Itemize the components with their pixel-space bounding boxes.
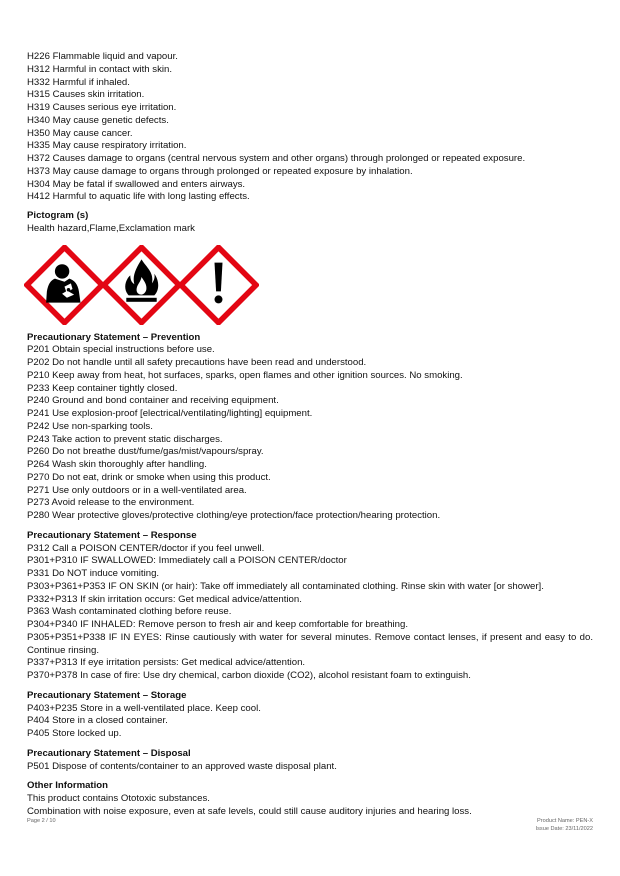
precautionary-statement: P270 Do not eat, drink or smoke when using this product. (27, 471, 271, 483)
precautionary-statement: P337+P313 If eye irritation persists: Get medical advice/attention. (27, 657, 306, 669)
other-information-heading: Other Information (27, 780, 109, 792)
precautionary-statement: P241 Use explosion-proof [electrical/ventilating/lighting] equipment. (27, 408, 313, 419)
precautionary-statement: P264 Wash skin thoroughly after handling. (27, 459, 207, 470)
exclamation-mark-icon (178, 245, 259, 325)
other-information-list (27, 793, 593, 819)
product-name: Product Name: PEN-X (537, 818, 593, 824)
other-information-text: Combination with noise exposure, even at safe levels, could still cause auditory injuries and hearing loss. (27, 805, 472, 817)
disposal-heading: Precautionary Statement – Disposal (27, 747, 191, 759)
precautionary-statement: P405 Store locked up. (27, 728, 122, 739)
precautionary-statement: P201 Obtain special instructions before use. (27, 344, 215, 356)
hazard-statement: H312 Harmful in contact with skin. (27, 63, 173, 75)
precautionary-statement: P210 Keep away from heat, hot surfaces, sparks, open flames and other ignition sources. No smoking. (27, 369, 463, 381)
precautionary-statement: P271 Use only outdoors or in a well-ventilated area. (27, 484, 247, 496)
issue-date: Issue Date: 23/11/2022 (535, 825, 593, 832)
hazard-statements (27, 51, 593, 204)
hazard-statement: H319 Causes serious eye irritation. (27, 102, 177, 113)
sds-content (27, 51, 593, 819)
precautionary-statement: P273 Avoid release to the environment. (27, 497, 195, 509)
pictogram-names: Health hazard,Flame,Exclamation mark (27, 222, 195, 234)
hazard-statement: H315 Causes skin irritation. (27, 89, 145, 101)
pictogram-heading: Pictogram (s) (27, 210, 89, 221)
precautionary-statement: P243 Take action to prevent static discharges. (27, 433, 223, 445)
precautionary-statement: P331 Do NOT induce vomiting. (27, 568, 160, 579)
hazard-statement: H350 May cause cancer. (27, 127, 133, 139)
response-heading: Precautionary Statement – Response (27, 529, 197, 541)
precautionary-statement: P242 Use non-sparking tools. (27, 420, 153, 432)
precautionary-statement: P280 Wear protective gloves/protective clothing/eye protection/face protection/hearing protection. (27, 510, 441, 521)
hazard-statement: H226 Flammable liquid and vapour. (27, 51, 178, 62)
precautionary-statement: P305+P351+P338 IF IN EYES: Rinse cautiously with water for several minutes. Remove contact lenses, if present and easy to do. Continue rinsing. (27, 631, 593, 656)
flame-icon (101, 245, 182, 325)
page-number: Page 2 / 10 (27, 818, 56, 824)
storage-list (27, 703, 593, 741)
hazard-statement: H335 May cause respiratory irritation. (27, 140, 187, 152)
footer-product-info (536, 818, 593, 833)
precautionary-statement: P304+P340 IF INHALED: Remove person to fresh air and keep comfortable for breathing. (27, 619, 409, 630)
precautionary-statement: P260 Do not breathe dust/fume/gas/mist/vapours/spray. (27, 446, 264, 458)
pictogram-row (24, 245, 593, 325)
precautionary-statement: P233 Keep container tightly closed. (27, 382, 178, 394)
precautionary-statement: P312 Call a POISON CENTER/doctor if you feel unwell. (27, 542, 265, 554)
hazard-statement: H412 Harmful to aquatic life with long lasting effects. (27, 191, 250, 203)
precautionary-statement: P240 Ground and bond container and receiving equipment. (27, 395, 279, 407)
precautionary-statement: P303+P361+P353 IF ON SKIN (or hair): Take off immediately all contaminated clothing. Rinse skin with water [or shower]. (27, 580, 544, 592)
precautionary-statement: P404 Store in a closed container. (27, 715, 168, 727)
prevention-heading: Precautionary Statement – Prevention (27, 331, 201, 343)
health-hazard-icon (24, 245, 105, 325)
precautionary-statement: P202 Do not handle until all safety precautions have been read and understood. (27, 357, 367, 368)
prevention-list (27, 344, 593, 523)
precautionary-statement: P363 Wash contaminated clothing before reuse. (27, 606, 232, 618)
precautionary-statement: P501 Dispose of contents/container to an approved waste disposal plant. (27, 760, 337, 772)
hazard-statement: H304 May be fatal if swallowed and enters airways. (27, 178, 246, 190)
precautionary-statement: P403+P235 Store in a well-ventilated place. Keep cool. (27, 702, 261, 714)
hazard-statement: H373 May cause damage to organs through prolonged or repeated exposure by inhalation. (27, 165, 413, 177)
precautionary-statement: P301+P310 IF SWALLOWED: Immediately call a POISON CENTER/doctor (27, 555, 347, 567)
hazard-statement: H340 May cause genetic defects. (27, 114, 169, 126)
response-list (27, 543, 593, 683)
disposal-list (27, 761, 593, 774)
other-information-text: This product contains Ototoxic substances. (27, 793, 210, 804)
storage-heading: Precautionary Statement – Storage (27, 689, 187, 701)
precautionary-statement: P370+P378 In case of fire: Use dry chemical, carbon dioxide (CO2), alcohol resistant foam to extinguish. (27, 670, 471, 681)
hazard-statement: H372 Causes damage to organs (central nervous system and other organs) through prolonged or repeated exposure. (27, 153, 526, 164)
hazard-statement: H332 Harmful if inhaled. (27, 76, 130, 88)
precautionary-statement: P332+P313 If skin irritation occurs: Get medical advice/attention. (27, 593, 302, 605)
